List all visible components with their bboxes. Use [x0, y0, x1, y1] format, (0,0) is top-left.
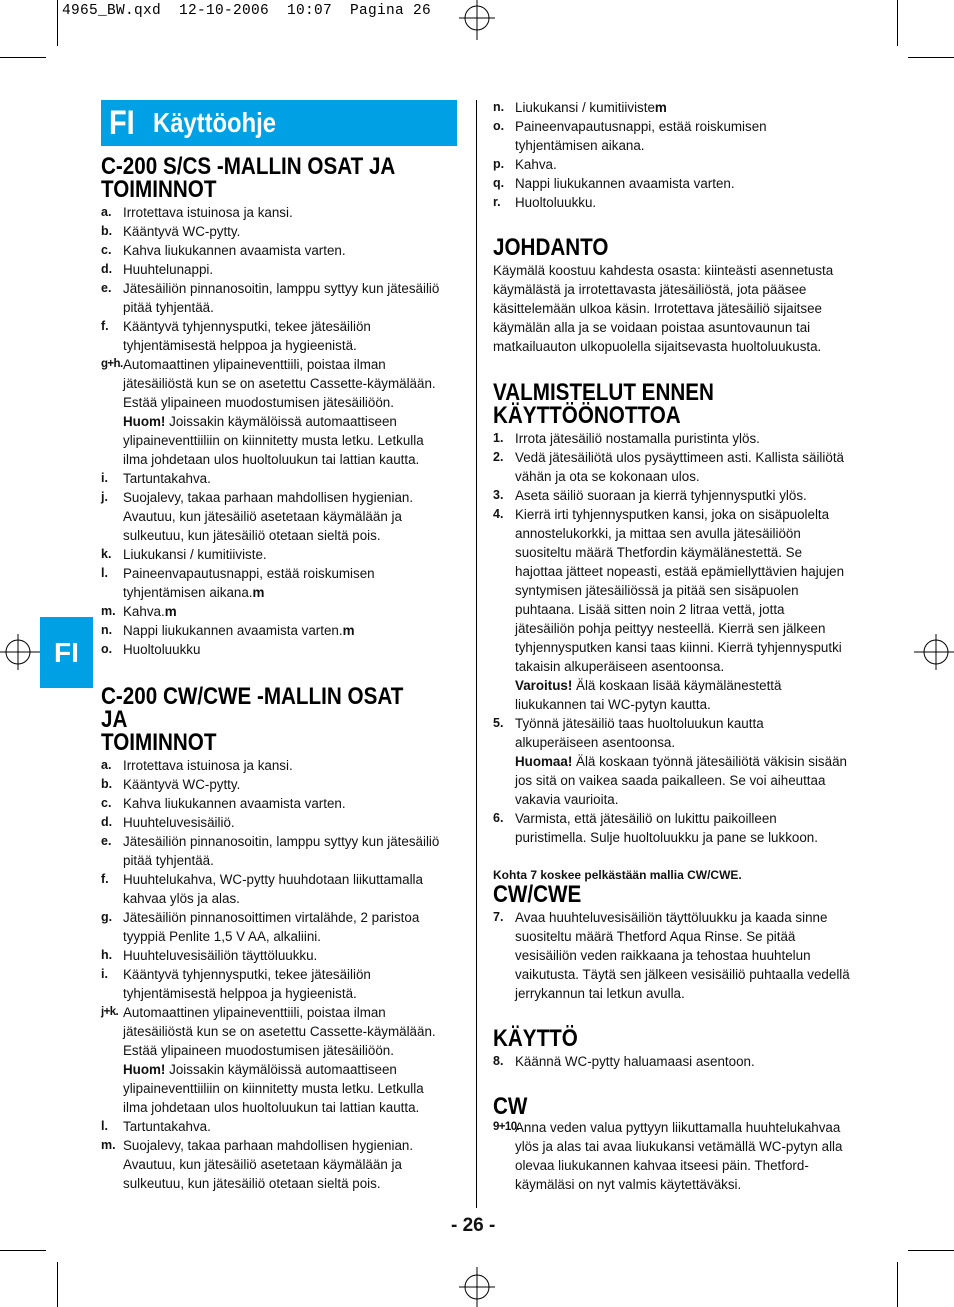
list-item-text: Paineenvapautusnappi, estää roiskumisen tyhjentämisen aikana.m: [123, 566, 375, 600]
registration-mark-icon: [457, 1267, 497, 1307]
list-item-text: Tartuntakahva.: [123, 1119, 211, 1134]
preparation-steps: [493, 429, 853, 847]
list-item: [493, 98, 853, 117]
list-item-text: Automaattinen ylipaineventtiili, poistaa ilman jätesäiliöstä kun se on asetettu Cassette-käymälään. Estää ylipaineen muodostumisen jätesäiliöön. Huom! Joissakin käymälöissä automaattiseen ylipaineventtiiliin on kiinnitetty musta letku. Letkulla ilma johdetaan ulos huoltoluukun tai lattian kautta.: [123, 1005, 436, 1115]
list-item-label: r.: [493, 195, 501, 209]
list-item: [101, 813, 461, 832]
crop-mark: [57, 0, 58, 46]
list-item: [101, 279, 461, 317]
crop-mark: [908, 1250, 954, 1251]
list-item: [101, 946, 461, 965]
list-item-text: Avaa huuhteluvesisäiliön täyttöluukku ja kaada sinne suositeltu määrä Thetford Aqua Rinse. Se pitää vesisäiliön veden raikkaana ja tehostaa huuhtelun vaikutusta. Täytä sen jälkeen vesisäiliö puhtaalla vedellä jerrykannun tai letkun avulla.: [515, 910, 850, 1001]
note-label: Huomaa!: [515, 754, 573, 769]
title-bar: [101, 100, 457, 146]
section-heading-kaytto: KÄYTTÖ: [493, 1025, 578, 1052]
list-item-text: Kahva liukukannen avaamista varten.: [123, 796, 346, 811]
page-number: - 26 -: [451, 1215, 496, 1236]
registration-mark-icon: [457, 0, 497, 40]
list-item-text: Jätesäiliön pinnanosoitin, lamppu syttyy kun jätesäiliö pitää tyhjentää.: [123, 834, 440, 868]
list-item-label: p.: [493, 157, 505, 171]
list-item-label: a.: [101, 205, 112, 219]
list-item-text: Suojalevy, takaa parhaan mahdollisen hygienian. Avautuu, kun jätesäiliö asetetaan käymälään ja sulkeutuu, kun jätesäiliö otetaan sieltä pois.: [123, 1138, 414, 1191]
crop-mark: [0, 1250, 46, 1251]
crop-mark: [897, 0, 898, 46]
list-item-text: Kääntyvä WC-pytty.: [123, 777, 241, 792]
list-item-label: h.: [101, 948, 113, 962]
title-language-code: FI: [109, 103, 135, 142]
parts-list-cw-cwe: [101, 756, 461, 1193]
note-label: Varoitus!: [515, 678, 573, 693]
list-item: [101, 775, 461, 794]
list-item-text: Irrota jätesäiliö nostamalla puristinta ylös.: [515, 431, 760, 446]
list-item: [101, 908, 461, 946]
page-title: Käyttöohje: [153, 107, 277, 138]
list-item-label: 7.: [493, 910, 504, 924]
list-item: [101, 640, 461, 659]
list-item-text: Aseta säiliö suoraan ja kierrä tyhjennysputki ylös.: [515, 488, 807, 503]
list-item-label: 8.: [493, 1054, 504, 1068]
list-item-label: o.: [101, 642, 113, 656]
list-item-text: Irrotettava istuinosa ja kansi.: [123, 758, 293, 773]
section-heading-cw-cwe-step: CW/CWE: [493, 881, 582, 908]
list-item-label: c.: [101, 243, 112, 257]
list-item: [101, 794, 461, 813]
list-item-label: i.: [101, 967, 108, 981]
list-item-text: Kääntyvä tyhjennysputki, tekee jätesäiliön tyhjentämisestä helppoa ja hygieenistä.: [123, 967, 371, 1001]
list-item-label: b.: [101, 224, 113, 238]
list-item-label: o.: [493, 119, 505, 133]
list-item-label: 6.: [493, 811, 504, 825]
list-item: [101, 222, 461, 241]
list-item: [101, 260, 461, 279]
list-item-label: n.: [493, 100, 505, 114]
list-item-text: Työnnä jätesäiliö taas huoltoluukun kautta alkuperäiseen asentoonsa. Huomaa! Älä koskaan työnnä jätesäiliötä väkisin sisään jos sitä on vaikea saada paikalleen. Se voi aiheuttaa vakavia vaurioita.: [515, 716, 847, 807]
list-item: [493, 174, 853, 193]
list-item: [101, 756, 461, 775]
list-item: [101, 602, 461, 621]
list-item-text: Jätesäiliön pinnanosoitin, lamppu syttyy kun jätesäiliö pitää tyhjentää.: [123, 281, 440, 315]
list-item-label: c.: [101, 796, 112, 810]
list-item-text: Irrotettava istuinosa ja kansi.: [123, 205, 293, 220]
crop-mark: [0, 57, 46, 58]
list-item-text: Huoltoluukku: [123, 642, 201, 657]
list-item: [101, 1117, 461, 1136]
list-item: [101, 621, 461, 640]
list-item-label: 4.: [493, 507, 504, 521]
list-item-label: n.: [101, 623, 113, 637]
list-item-text: Anna veden valua pyttyyn liikuttamalla huuhtelukahvaa ylös ja alas tai avaa liukukansi vetämällä WC-pytyn alla olevaa liukukannen kahvaa itseesi päin. Thetford- käymäläsi on nyt valmis käytettäväksi.: [515, 1120, 843, 1192]
johdanto-paragraph: Käymälä koostuu kahdesta osasta: kiinteästi asennetusta käymälästä ja irrotettavasta jätesäiliöstä, jota pääsee käsittelemään ulkoa käsin. Irrotettava jätesäiliö sijaitsee käymälän alla ja se voidaan poistaa asuntovaunun tai matkailuauton ulkopuolella sijaitsevasta huoltoluukusta.: [493, 263, 834, 354]
list-item: [101, 545, 461, 564]
note-label: Huom!: [123, 1062, 166, 1077]
section-heading-cw-cwe: C-200 CW/CWE -MALLIN OSAT JA TOIMINNOT: [101, 683, 404, 756]
cw-steps: [493, 1118, 853, 1194]
left-column: [101, 155, 461, 1193]
list-item: [493, 155, 853, 174]
list-item-label: g.: [101, 910, 113, 924]
list-item: [101, 317, 461, 355]
list-item-label: f.: [101, 319, 109, 333]
list-item-label: f.: [101, 872, 109, 886]
list-item-label: j.: [101, 490, 108, 504]
list-item-label: l.: [101, 566, 108, 580]
list-item: [101, 241, 461, 260]
section-heading-s-cs: C-200 S/CS -MALLIN OSAT JA TOIMINNOT: [101, 153, 396, 203]
registration-mark-icon: [0, 632, 40, 672]
cw-cwe-steps: [493, 908, 853, 1003]
list-item: [101, 1003, 461, 1117]
list-item: [101, 564, 461, 602]
list-item-label: m.: [101, 604, 116, 618]
list-item-text: Liukukansi / kumitiiviste.: [123, 547, 267, 562]
list-item-label: d.: [101, 262, 113, 276]
section-heading-johdanto: JOHDANTO: [493, 234, 609, 261]
usage-steps: [493, 1052, 853, 1071]
registration-mark-icon: [914, 632, 954, 672]
list-item-text: Huuhteluvesisäiliö.: [123, 815, 235, 830]
list-item-text: Liukukansi / kumitiivistem: [515, 100, 667, 115]
list-item-label: 3.: [493, 488, 504, 502]
list-item: [493, 505, 853, 714]
list-item-label: q.: [493, 176, 505, 190]
list-item-text: Jätesäiliön pinnanosoittimen virtalähde, 2 paristoa tyyppiä Penlite 1,5 V AA, alkaliini.: [123, 910, 420, 944]
list-item: [101, 355, 461, 469]
list-item-text: Tartuntakahva.: [123, 471, 211, 486]
list-item-label: b.: [101, 777, 113, 791]
list-item-text: Automaattinen ylipaineventtiili, poistaa ilman jätesäiliöstä kun se on asetettu Cassette-käymälään. Estää ylipaineen muodostumisen jätesäiliöön. Huom! Joissakin käymälöissä automaattiseen ylipaineventtiiliin on kiinnitetty musta letku. Letkulla ilma johdetaan ulos huoltoluukun tai lattian kautta.: [123, 357, 436, 467]
list-item-text: Huuhtelukahva, WC-pytty huuhdotaan liikuttamalla kahvaa ylös ja alas.: [123, 872, 423, 906]
list-item-label: 5.: [493, 716, 504, 730]
list-item-label: 2.: [493, 450, 504, 464]
list-item-text: Kierrä irti tyhjennysputken kansi, joka on sisäpuolelta annostelukorkki, ja mittaa sen avulla jätesäiliöön suositeltu määrä Thetfordin käymälänestettä. Se hajottaa jätteet nopeasti, estää epämiellyttävien hajujen syntymisen jätesäiliössä ja pitää sen sisäpuolen puhtaana. Lisää sitten noin 2 litraa vettä, jotta jätesäiliön pohja peittyy nesteellä. Kierrä sen jälkeen tyhjennysputken kansi taas kiinni. Kierrä tyhjennysputki takaisin alkuperäiseen asentoonsa. Varoitus! Älä koskaan lisää käymälänestettä liukukannen tai WC-pytyn kautta.: [515, 507, 845, 712]
list-item-text: Paineenvapautusnappi, estää roiskumisen tyhjentämisen aikana.: [515, 119, 767, 153]
list-item: [493, 1118, 853, 1194]
list-item-label: k.: [101, 547, 112, 561]
crop-mark: [908, 57, 954, 58]
section-heading-cw: CW: [493, 1093, 528, 1120]
crop-mark: [57, 1262, 58, 1307]
list-item: [493, 117, 853, 155]
list-item-text: Suojalevy, takaa parhaan mahdollisen hygienian. Avautuu, kun jätesäiliö asetetaan käymälään ja sulkeutuu, kun jätesäiliö otetaan sieltä pois.: [123, 490, 414, 543]
list-item: [101, 488, 461, 545]
list-item-label: j+k.: [101, 1006, 119, 1018]
list-item-text: Nappi liukukannen avaamista varten.: [515, 176, 735, 191]
list-item: [493, 1052, 853, 1071]
list-item: [101, 832, 461, 870]
note-label: Huom!: [123, 414, 166, 429]
list-item: [493, 809, 853, 847]
parts-list-s-cs: [101, 203, 461, 659]
list-item-text: Huuhtelunappi.: [123, 262, 214, 277]
list-item: [101, 965, 461, 1003]
list-item-text: Kahva.: [515, 157, 557, 172]
list-item-label: a.: [101, 758, 112, 772]
list-item-label: d.: [101, 815, 113, 829]
language-side-tab: FI: [40, 617, 93, 688]
list-item: [101, 870, 461, 908]
list-item: [101, 469, 461, 488]
crop-mark: [897, 1262, 898, 1307]
list-item-text: Kääntyvä tyhjennysputki, tekee jätesäiliön tyhjentämisestä helppoa ja hygieenistä.: [123, 319, 371, 353]
list-item-text: Vedä jätesäiliötä ulos pysäyttimeen asti. Kallista säiliötä vähän ja ota se kokonaan ulos.: [515, 450, 844, 484]
right-column: [493, 98, 853, 1194]
list-item-label: e.: [101, 281, 112, 295]
list-item-label: l.: [101, 1119, 108, 1133]
print-slug: 4965_BW.qxd 12-10-2006 10:07 Pagina 26: [62, 3, 432, 19]
list-item-text: Kääntyvä WC-pytty.: [123, 224, 241, 239]
list-item: [493, 429, 853, 448]
list-item-label: m.: [101, 1138, 116, 1152]
list-item-text: Käännä WC-pytty haluamaasi asentoon.: [515, 1054, 755, 1069]
list-item-text: Huoltoluukku.: [515, 195, 597, 210]
list-item-label: i.: [101, 471, 108, 485]
list-item: [493, 193, 853, 212]
list-item: [493, 448, 853, 486]
list-item: [101, 1136, 461, 1193]
list-item: [493, 908, 853, 1003]
list-item-text: Kahva liukukannen avaamista varten.: [123, 243, 346, 258]
column-divider: [476, 100, 477, 1208]
list-item-label: e.: [101, 834, 112, 848]
list-item: [493, 486, 853, 505]
list-item-text: Kahva.m: [123, 604, 177, 619]
list-item-label: 1.: [493, 431, 504, 445]
list-item-label: 9+10.: [493, 1121, 520, 1133]
list-item-label: g+h.: [101, 358, 123, 370]
section-heading-valmistelut: VALMISTELUT ENNEN KÄYTTÖÖNOTTOA: [493, 379, 714, 429]
list-item: [493, 714, 853, 809]
cw-cwe-note: Kohta 7 koskee pelkästään mallia CW/CWE.: [493, 868, 742, 882]
list-item-text: Varmista, että jätesäiliö on lukittu paikoilleen puristimella. Sulje huoltoluukku ja pane se lukkoon.: [515, 811, 818, 845]
list-item-text: Nappi liukukannen avaamista varten.m: [123, 623, 355, 638]
parts-list-cw-cwe-continued: [493, 98, 853, 212]
list-item-text: Huuhteluvesisäiliön täyttöluukku.: [123, 948, 318, 963]
list-item: [101, 203, 461, 222]
